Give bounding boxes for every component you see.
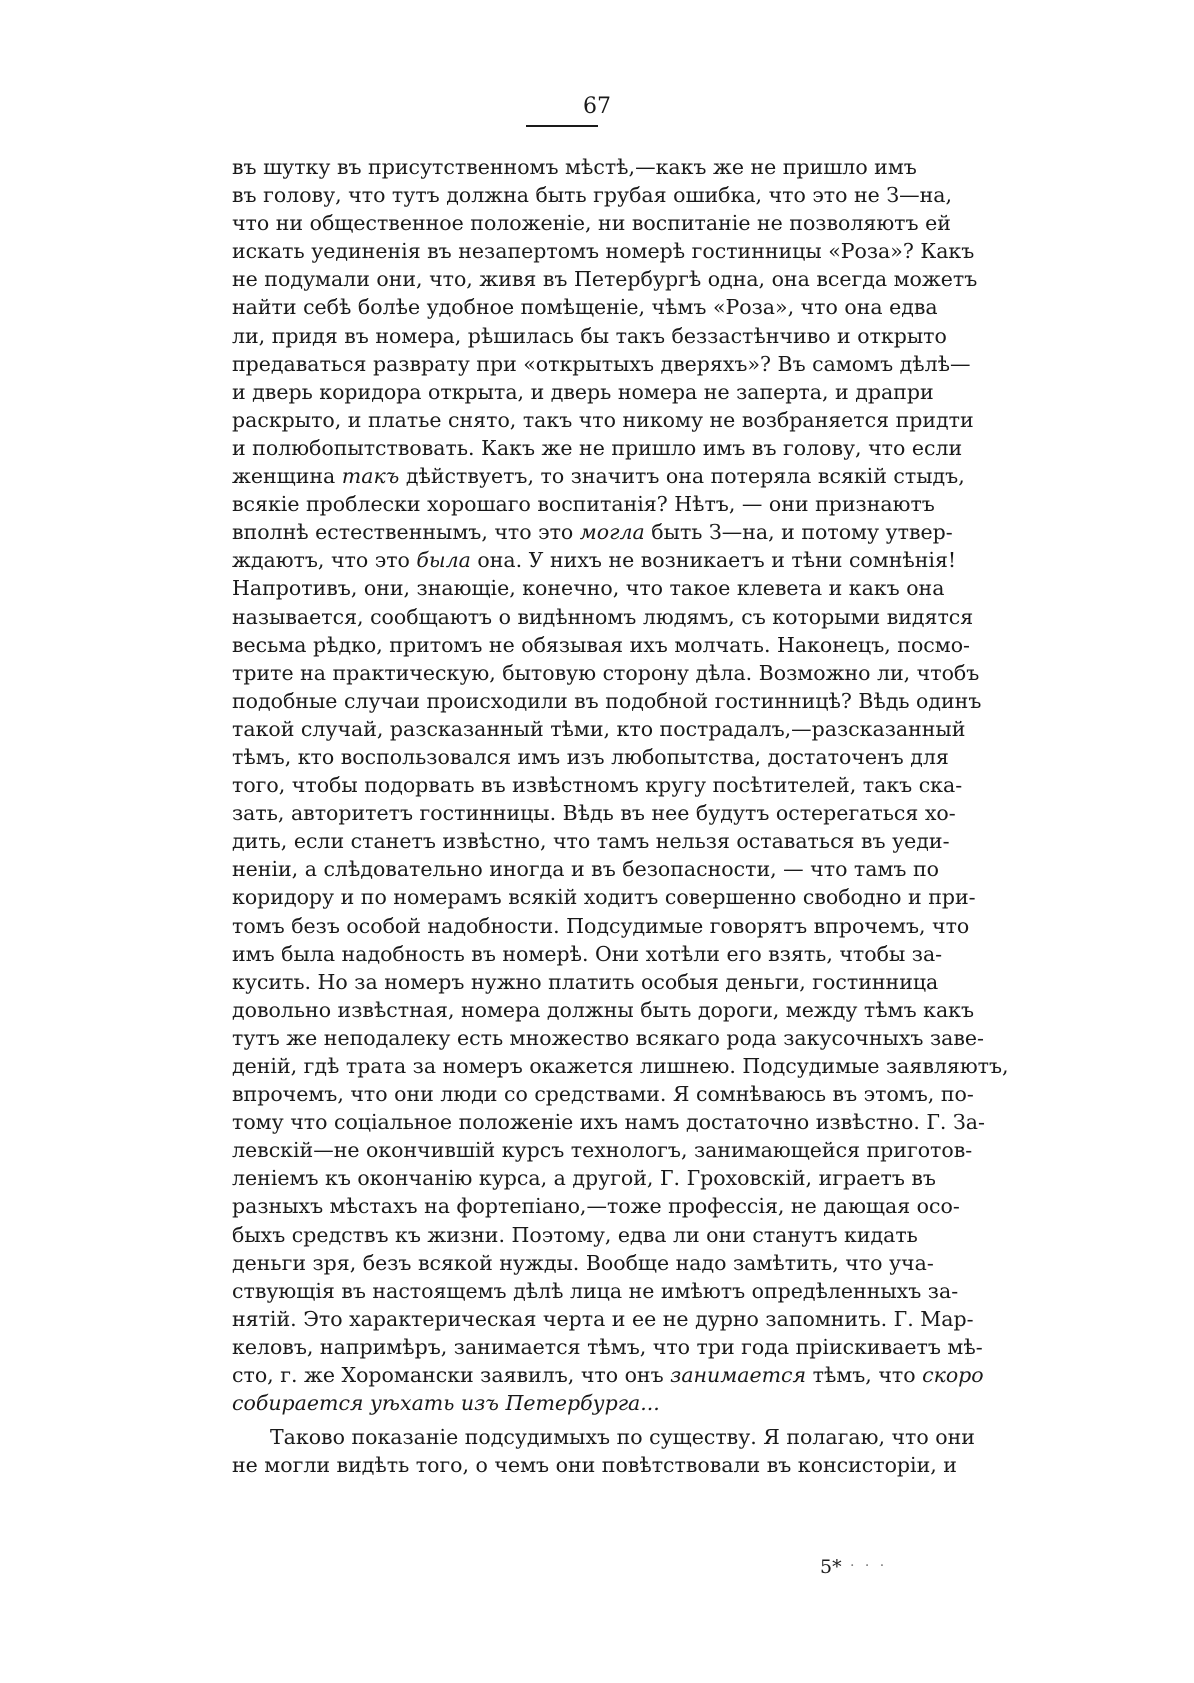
text-line — [232, 1389, 908, 1417]
text-line — [232, 518, 953, 546]
text-line — [232, 462, 965, 490]
text-line — [232, 1221, 918, 1249]
italic-text: была — [416, 548, 471, 573]
text-line — [232, 996, 975, 1024]
text-segment: того, чтобы подорвать въ извѣстномъ кругу посѣтителей, такъ ска- — [232, 773, 963, 798]
text-line — [232, 1305, 974, 1333]
text-line — [232, 771, 963, 799]
text-segment: томъ безъ особой надобности. Подсудимые говорятъ впрочемъ, что — [232, 913, 970, 938]
text-line — [232, 883, 976, 911]
text-line — [232, 603, 974, 631]
text-line — [232, 1361, 984, 1389]
speck-marks: · · · — [850, 1558, 888, 1574]
page-number: 67 — [583, 94, 611, 119]
text-segment: тѣмъ, что — [806, 1363, 923, 1388]
text-line — [232, 1080, 974, 1108]
text-line — [232, 799, 956, 827]
italic-text: занимается — [670, 1363, 807, 1388]
text-segment: въ голову, что тутъ должна быть грубая ошибка, что это не З—на, — [232, 183, 952, 208]
text-segment: келовъ, напримѣръ, занимается тѣмъ, что три года пріискиваетъ мѣ- — [232, 1334, 983, 1359]
text-line — [232, 940, 943, 968]
text-line — [232, 378, 934, 406]
text-segment: и дверь коридора открыта, и дверь номера не заперта, и драпри — [232, 379, 934, 404]
text-segment: леніемъ къ окончанію курса, а другой, Г. Гроховскій, играетъ въ — [232, 1166, 936, 1191]
text-line — [232, 574, 945, 602]
text-segment: быть З—на, и потому утвер- — [644, 520, 953, 545]
text-line — [232, 827, 950, 855]
text-segment: нятій. Это характерическая черта и ее не дурно запомнить. Г. Мар- — [232, 1306, 974, 1331]
text-segment: предаваться разврату при «открытыхъ дверяхъ»? Въ самомъ дѣлѣ— — [232, 351, 971, 376]
text-line — [232, 490, 935, 518]
text-segment: подобные случаи происходили въ подобной гостинницѣ? Вѣдь одинъ — [232, 688, 982, 713]
text-segment: всякіе проблески хорошаго воспитанія? Нѣтъ, — они признаютъ — [232, 492, 935, 517]
text-line — [232, 715, 966, 743]
text-line — [232, 153, 917, 181]
text-line — [232, 1052, 1009, 1080]
text-segment: неніи, а слѣдовательно иногда и въ безопасности, — что тамъ по — [232, 857, 939, 882]
text-line — [232, 265, 978, 293]
text-line — [232, 293, 938, 321]
text-segment: тѣмъ, кто воспользовался имъ изъ любопытства, достаточенъ для — [232, 744, 949, 769]
text-line — [232, 1423, 975, 1451]
text-line — [232, 687, 982, 715]
text-segment: быхъ средствъ къ жизни. Поэтому, едва ли они станутъ кидать — [232, 1222, 918, 1247]
text-segment: впрочемъ, что они люди со средствами. Я сомнѣваюсь въ этомъ, по- — [232, 1082, 974, 1107]
text-segment: найти себѣ болѣе удобное помѣщеніе, чѣмъ «Роза», что она едва — [232, 295, 938, 320]
text-line — [232, 1164, 936, 1192]
text-segment: не подумали они, что, живя въ Петербургѣ одна, она всегда можетъ — [232, 267, 978, 292]
text-segment: ствующія въ настоящемъ дѣлѣ лица не имѣютъ опредѣленныхъ за- — [232, 1278, 959, 1303]
text-segment: коридору и по номерамъ всякій ходитъ совершенно свободно и при- — [232, 885, 976, 910]
text-segment: дить, если станетъ извѣстно, что тамъ нельзя оставаться въ уеди- — [232, 829, 950, 854]
text-segment: деньги зря, безъ всякой нужды. Вообще надо замѣтить, что уча- — [232, 1250, 934, 1275]
text-line — [232, 968, 939, 996]
text-segment: Напротивъ, они, знающіе, конечно, что такое клевета и какъ она — [232, 576, 945, 601]
text-line — [232, 1192, 960, 1220]
text-segment: въ шутку въ присутственномъ мѣстѣ,—какъ же не пришло имъ — [232, 155, 917, 179]
text-line — [232, 1277, 959, 1305]
text-segment: довольно извѣстная, номера должны быть дороги, между тѣмъ какъ — [232, 997, 975, 1022]
text-segment: вполнѣ естественнымъ, что это — [232, 520, 580, 545]
text-segment: левскій—не окончившій курсъ технологъ, занимающейся приготов- — [232, 1138, 973, 1163]
signature-mark: 5* — [820, 1556, 842, 1578]
text-line — [232, 209, 951, 237]
text-segment: раскрыто, и платье снято, такъ что никому не возбраняется придти — [232, 407, 974, 432]
text-segment: искать уединенія въ незапертомъ номерѣ гостинницы «Роза»? Какъ — [232, 239, 975, 264]
text-segment: что ни общественное положеніе, ни воспитаніе не позволяютъ ей — [232, 211, 951, 236]
text-segment: дѣйствуетъ, то значитъ она потеряла всякій стыдъ, — [399, 464, 965, 489]
text-line — [232, 1451, 957, 1479]
text-segment: тому что соціальное положеніе ихъ намъ достаточно извѣстно. Г. За- — [232, 1110, 985, 1135]
text-line — [232, 743, 949, 771]
text-line — [232, 237, 975, 265]
italic-text: могла — [579, 520, 645, 545]
text-line — [232, 1333, 983, 1361]
text-line — [232, 855, 939, 883]
text-line — [232, 912, 970, 940]
text-segment: называется, сообщаютъ о видѣнномъ людямъ, съ которыми видятся — [232, 604, 974, 629]
text-line — [232, 434, 963, 462]
italic-text: собирается уѣхать изъ Петербурга... — [232, 1391, 660, 1416]
text-segment: зать, авторитетъ гостинницы. Вѣдь въ нее будутъ остерегаться хо- — [232, 801, 956, 826]
text-segment: не могли видѣть того, о чемъ они повѣтствовали въ консисторіи, и — [232, 1453, 957, 1478]
page-number-rule — [526, 125, 598, 127]
text-segment: кусить. Но за номеръ нужно платить особыя деньги, гостинница — [232, 969, 939, 994]
text-segment: и полюбопытствовать. Какъ же не пришло имъ въ голову, что если — [232, 435, 963, 460]
text-segment: она. У нихъ не возникаетъ и тѣни сомнѣнія! — [470, 548, 957, 573]
text-segment: женщина — [232, 464, 342, 489]
text-segment: деній, гдѣ трата за номеръ окажется лишнею. Подсудимые заявляютъ, — [232, 1054, 1009, 1078]
text-segment: ли, придя въ номера, рѣшилась бы такъ беззастѣнчиво и открыто — [232, 323, 947, 348]
text-line — [232, 1136, 973, 1164]
text-line — [232, 322, 947, 350]
text-segment: тутъ же неподалеку есть множество всякаго рода закусочныхъ заве- — [232, 1025, 984, 1050]
text-segment: такой случай, разсказанный тѣми, кто пострадалъ,—разсказанный — [232, 716, 966, 741]
text-segment: Таково показаніе подсудимыхъ по существу. Я полагаю, что они — [270, 1425, 975, 1450]
italic-text: скоро — [922, 1363, 984, 1388]
text-segment: трите на практическую, бытовую сторону дѣла. Возможно ли, чтобъ — [232, 660, 980, 685]
text-segment: имъ была надобность въ номерѣ. Они хотѣли его взять, чтобы за- — [232, 941, 943, 966]
text-line — [232, 631, 970, 659]
text-segment: ждаютъ, что это — [232, 548, 417, 573]
text-line — [232, 181, 952, 209]
text-line — [232, 350, 971, 378]
italic-text: такъ — [341, 464, 400, 489]
text-line — [232, 1024, 984, 1052]
text-line — [232, 406, 974, 434]
text-line — [232, 1249, 934, 1277]
text-line — [232, 1108, 985, 1136]
body-text — [232, 153, 1009, 1479]
text-segment: весьма рѣдко, притомъ не обязывая ихъ молчать. Наконецъ, посмо- — [232, 632, 970, 657]
text-line — [232, 659, 980, 687]
text-line — [232, 546, 957, 574]
text-segment: разныхъ мѣстахъ на фортепіано,—тоже профессія, не дающая осо- — [232, 1194, 960, 1219]
text-segment: сто, г. же Хоромански заявилъ, что онъ — [232, 1363, 671, 1388]
